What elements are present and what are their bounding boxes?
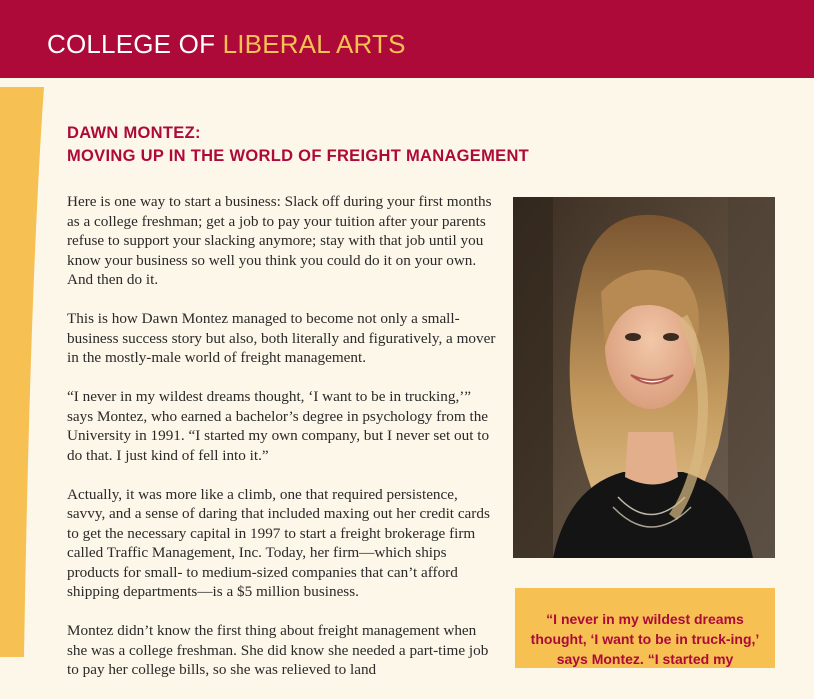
paragraph: “I never in my wildest dreams thought, ‘I want to be in trucking,’” says Montez, who earned a bachelor’s degree in psychology from the University in 1991. “I started my own company, but I never set out to do that. I just kind of fell into it.” [67,388,490,464]
headline-line-1: DAWN MONTEZ: [67,124,201,142]
paragraph: Here is one way to start a business: Slack off during your first months as a college freshman; get a job to pay your tuition after your parents refuse to support your slacking anymore; stay with that job until you know your business so well you think you could do it on your own. And then do it. [67,193,492,288]
college-title [47,28,406,60]
headline-line-2: MOVING UP IN THE WORLD OF FREIGHT MANAGEMENT [67,147,530,165]
article-body [67,192,497,699]
college-title-name: LIBERAL ARTS [222,29,406,59]
paragraph: Montez didn’t know the first thing about freight management when she was a college freshman. She did know she needed a part-time job to pay her college bills, so she was relieved to land [67,622,489,678]
header-divider [0,78,814,87]
paragraph: This is how Dawn Montez managed to become not only a small-business success story but also, both literally and figuratively, a mover in the mostly-male world of freight management. [67,310,496,366]
portrait-photo [513,197,775,558]
article-headline [67,122,667,168]
page-header [0,0,814,78]
paragraph: Actually, it was more like a climb, one that required persistence, savvy, and a sense of daring that included maxing out her credit cards to get the necessary capital in 1997 to start a freight brokerage firm called Traffic Management, Inc. Today, her firm—which ships products for small- to medium-sized companies that can’t afford shipping departments—is a $5 million business. [67,485,490,600]
college-title-prefix: COLLEGE OF [47,29,223,59]
pullquote-text: “I never in my wildest dreams thought, ‘I want to be in truck-ing,’ says Montez. “I started my [530,611,760,667]
decorative-gold-band [0,87,50,657]
portrait-illustration [513,197,775,558]
pullquote-box [515,588,775,668]
